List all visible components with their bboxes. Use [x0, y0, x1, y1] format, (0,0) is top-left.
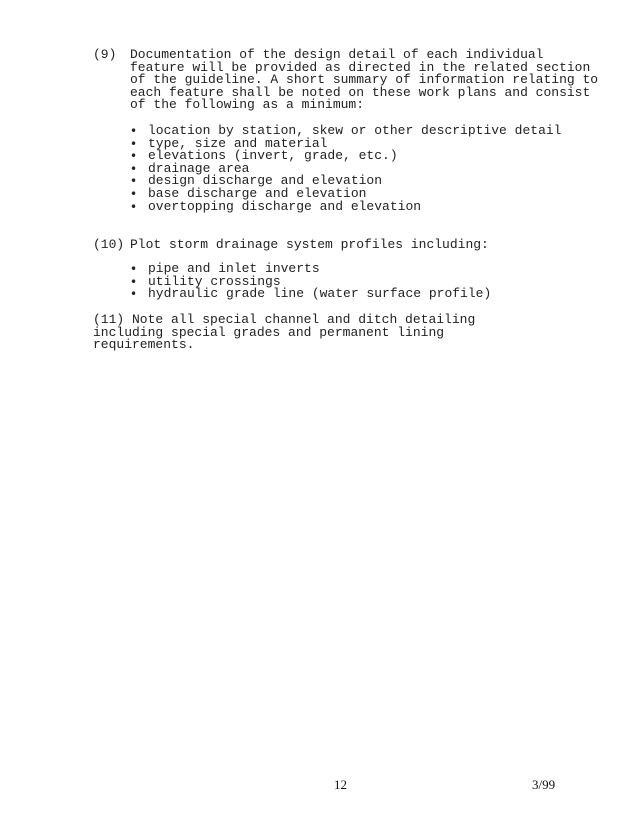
- item-9-text: Documentation of the design detail of each individual feature will be provided as directed in the related section of the guideline. A short summary of information relating to each feature shall be noted on these work plans and consist of the following as a minimum:: [130, 47, 599, 113]
- item-10: [93, 239, 613, 252]
- bullet-text: pipe and inlet inverts: [148, 261, 320, 276]
- item-10-bullet-list: [130, 263, 600, 301]
- item-10-row: [93, 239, 613, 252]
- bullet-text: overtopping discharge and elevation: [148, 198, 422, 214]
- bullet-text: drainage area: [148, 160, 250, 176]
- bullet-text: utility crossings: [148, 273, 281, 289]
- page-number: 12: [334, 777, 347, 792]
- item-11-text: (11) Note all special channel and ditch detailing including special grades and permanent lining requirements.: [93, 312, 476, 353]
- item-10-text: Plot storm drainage system profiles including:: [130, 237, 489, 252]
- list-item: [130, 198, 600, 214]
- bullet-icon: •: [130, 262, 138, 276]
- bullet-icon: •: [130, 174, 138, 189]
- item-10-number: (10): [93, 237, 125, 252]
- item-9: [93, 49, 613, 112]
- bullet-text: hydraulic grade line (water surface profile): [148, 286, 492, 302]
- bullet-icon: •: [130, 161, 138, 176]
- list-item: [130, 288, 600, 301]
- bullet-text: location by station, skew or other descriptive detail: [148, 123, 562, 138]
- item-9-bullet-list: [130, 125, 600, 213]
- bullet-text: elevations (invert, grade, etc.): [148, 148, 398, 164]
- bullet-icon: •: [130, 186, 138, 201]
- bullet-icon: •: [130, 287, 138, 302]
- revision-date: 3/99: [532, 777, 556, 792]
- bullet-icon: •: [130, 149, 138, 164]
- bullet-text: base discharge and elevation: [148, 185, 367, 201]
- bullet-icon: •: [130, 136, 138, 151]
- bullet-icon: •: [130, 199, 138, 214]
- item-9-number: (9): [93, 47, 117, 62]
- item-9-row: [93, 49, 613, 112]
- bullet-text: design discharge and elevation: [148, 173, 383, 189]
- bullet-icon: •: [130, 274, 138, 289]
- bullet-icon: •: [130, 124, 138, 138]
- bullet-text: type, size and material: [148, 135, 328, 151]
